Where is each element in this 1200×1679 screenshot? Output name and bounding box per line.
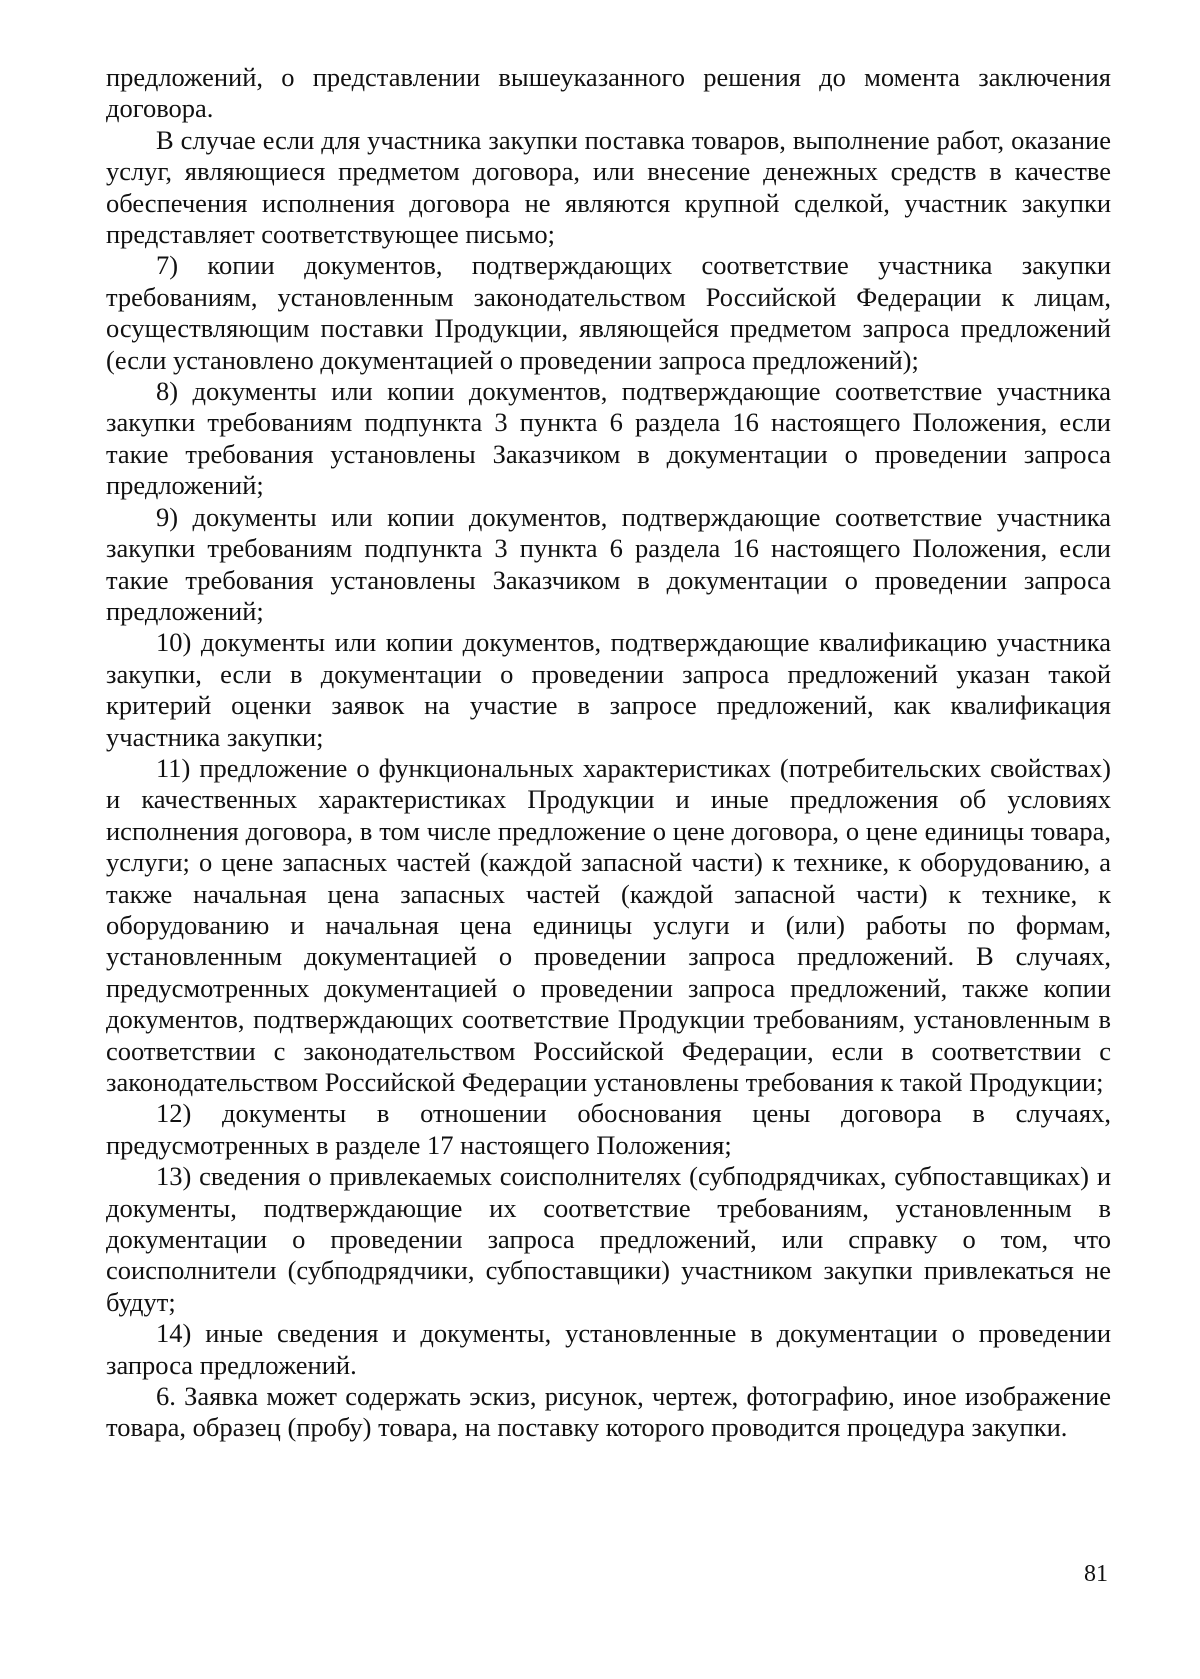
list-item-11: 11) предложение о функциональных характеристиках (потребительских свойствах) и качественных характеристиках Продукции и иные предложения об условиях исполнения договора, в том числе предложение о цене договора, о цене единицы товара, услуги; о цене запасных частей (каждой запасной части) к технике, к оборудованию, а также начальная цена запасных частей (каждой запасной части) к технике, к оборудованию и начальная цена единицы услуги и (или) работы по формам, установленным документацией о проведении запроса предложений. В случаях, предусмотренных документацией о проведении запроса предложений, также копии документов, подтверждающих соответствие Продукции требованиям, установленным в соответствии с законодательством Российской Федерации, если в соответствии с законодательством Российской Федерации установлены требования к такой Продукции; (106, 752, 1111, 1097)
document-body (106, 62, 1111, 1444)
list-item-12: 12) документы в отношении обоснования цены договора в случаях, предусмотренных в разделе 17 настоящего Положения; (106, 1098, 1111, 1160)
page-number: 81 (1084, 1561, 1108, 1587)
list-item-10: 10) документы или копии документов, подтверждающие квалификацию участника закупки, если в документации о проведении запроса предложений указан такой критерий оценки заявок на участие в запросе предложений, как квалификация участника закупки; (106, 627, 1111, 752)
list-item-14: 14) иные сведения и документы, установленные в документации о проведении запроса предложений. (106, 1318, 1111, 1380)
list-item-9: 9) документы или копии документов, подтверждающие соответствие участника закупки требованиям подпункта 3 пункта 6 раздела 16 настоящего Положения, если такие требования установлены Заказчиком в документации о проведении запроса предложений; (106, 501, 1111, 626)
list-item-7: 7) копии документов, подтверждающих соответствие участника закупки требованиям, установленным законодательством Российской Федерации к лицам, осуществляющим поставки Продукции, являющейся предметом запроса предложений (если установлено документацией о проведении запроса предложений); (106, 250, 1111, 375)
clause-6: 6. Заявка может содержать эскиз, рисунок, чертеж, фотографию, иное изображение товара, образец (пробу) товара, на поставку которого проводится процедура закупки. (106, 1381, 1111, 1443)
list-item-8: 8) документы или копии документов, подтверждающие соответствие участника закупки требованиям подпункта 3 пункта 6 раздела 16 настоящего Положения, если такие требования установлены Заказчиком в документации о проведении запроса предложений; (106, 376, 1111, 501)
paragraph-major-deal-note: В случае если для участника закупки поставка товаров, выполнение работ, оказание услуг, являющиеся предметом договора, или внесение денежных средств в качестве обеспечения исполнения договора не являются крупной сделкой, участник закупки представляет соответствующее письмо; (106, 124, 1111, 250)
list-item-13: 13) сведения о привлекаемых соисполнителях (субподрядчиках, субпоставщиках) и документы, подтверждающие их соответствие требованиям, установленным в документации о проведении запроса предложений, или справку о том, что соисполнители (субподрядчики, субпоставщики) участником закупки привлекаться не будут; (106, 1161, 1111, 1317)
paragraph-continuation: предложений, о представлении вышеуказанного решения до момента заключения договора. (106, 62, 1111, 124)
